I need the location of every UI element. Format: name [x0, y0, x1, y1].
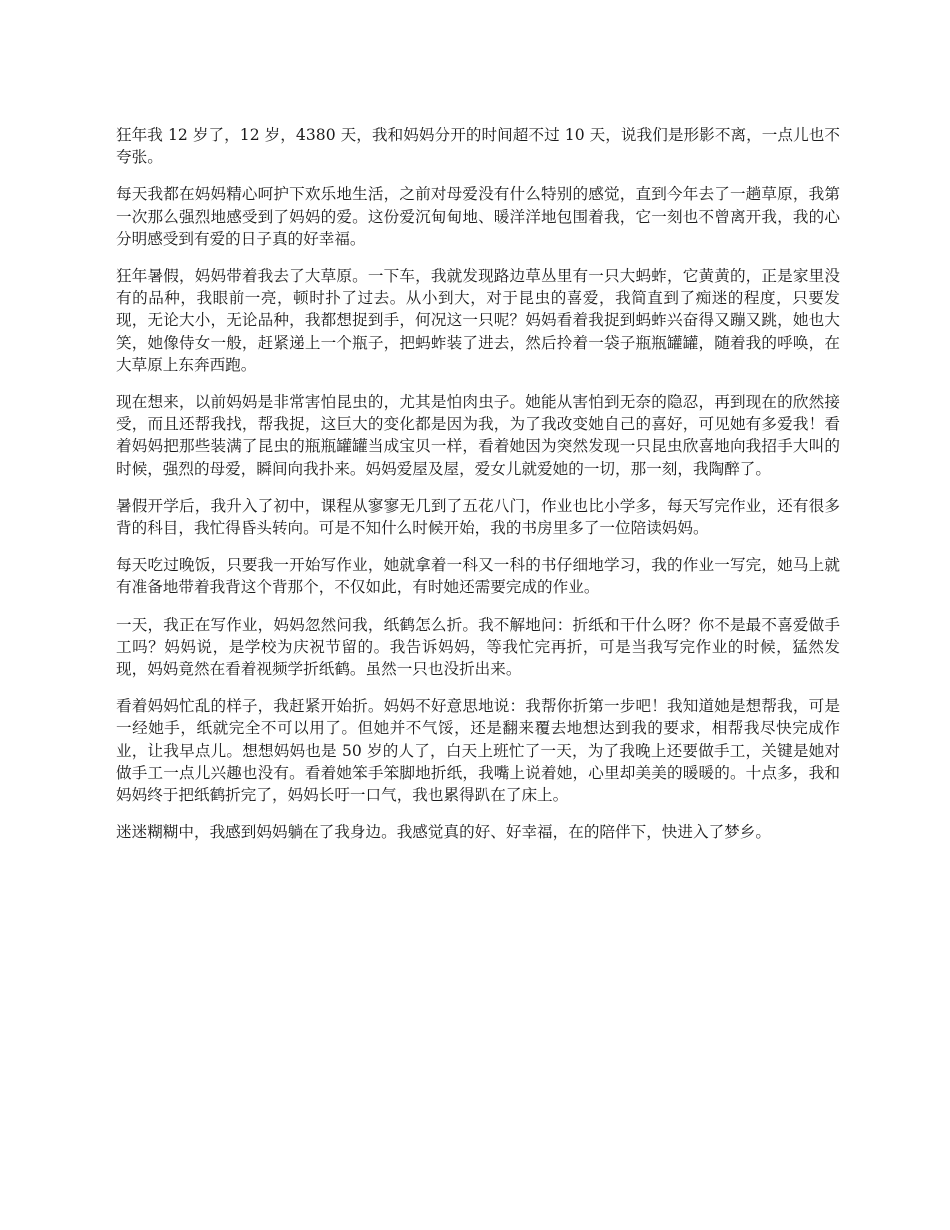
paragraph-5: 暑假开学后，我升入了初中，课程从寥寥无几到了五花八门，作业也比小学多，每天写完作业，还有很多背的科目，我忙得昏头转向。可是不知什么时候开始，我的书房里多了一位陪读妈妈。	[116, 496, 840, 538]
paragraph-1: 狂年我 12 岁了，12 岁，4380 天，我和妈妈分开的时间超不过 10 天，说我们是形影不离，一点儿也不夸张。	[116, 126, 840, 167]
paragraph-7: 一天，我正在写作业，妈妈忽然问我，纸鹤怎么折。我不解地问：折纸和干什么呀？你不是最不喜爱做手工吗？妈妈说，是学校为庆祝节留的。我告诉妈妈，等我忙完再折，可是当我写完作业的时候，猛然发现，妈妈竟然在看着视频学折纸鹤。虽然一只也没折出来。	[116, 615, 840, 679]
paragraph-8: 看着妈妈忙乱的样子，我赶紧开始折。妈妈不好意思地说：我帮你折第一步吧！我知道她是想帮我，可是一经她手，纸就完全不可以用了。但她并不气馁，还是翻来覆去地想达到我的要求，相帮我尽快完成作业，让我早点儿。想想妈妈也是 50 岁的人了，白天上班忙了一天，为了我晚上还要做手工，关键是她对做手工一点儿兴趣也没有。看着她笨手笨脚地折纸，我嘴上说着她，心里却美美的暖暖的。十点多，我和妈妈终于把纸鹤折完了，妈妈长吁一口气，我也累得趴在了床上。	[116, 697, 840, 805]
paragraph-6: 每天吃过晚饭，只要我一开始写作业，她就拿着一科又一科的书仔细地学习，我的作业一写完，她马上就有准备地带着我背这个背那个，不仅如此，有时她还需要完成的作业。	[116, 556, 840, 597]
paragraph-4: 现在想来，以前妈妈是非常害怕昆虫的，尤其是怕肉虫子。她能从害怕到无奈的隐忍，再到现在的欣然接受，而且还帮我找，帮我捉，这巨大的变化都是因为我，为了我改变她自己的喜好，可见她有多爱我！看着妈妈把那些装满了昆虫的瓶瓶罐罐当成宝贝一样，看着她因为突然发现一只昆虫欣喜地向我招手大叫的时候，强烈的母爱，瞬间向我扑来。妈妈爱屋及屋，爱女儿就爱她的一切，那一刻，我陶醉了。	[116, 393, 840, 478]
paragraph-2: 每天我都在妈妈精心呵护下欢乐地生活，之前对母爱没有什么特别的感觉，直到今年去了一趟草原，我第一次那么强烈地感受到了妈妈的爱。这份爱沉甸甸地、暖洋洋地包围着我，它一刻也不曾离开我，我的心分明感受到有爱的日子真的好幸福。	[116, 185, 840, 248]
paragraph-3: 狂年暑假，妈妈带着我去了大草原。一下车，我就发现路边草丛里有一只大蚂蚱，它黄黄的，正是家里没有的品种，我眼前一亮，顿时扑了过去。从小到大，对于昆虫的喜爱，我简直到了痴迷的程度，只要发现，无论大小，无论品种，我都想捉到手，何况这一只呢？妈妈看着我捉到蚂蚱兴奋得又蹦又跳，她也大笑，她像侍女一般，赶紧递上一个瓶子，把蚂蚱装了进去，然后拎着一袋子瓶瓶罐罐，随着我的呼唤，在大草原上东奔西跑。	[116, 267, 840, 374]
document-body	[116, 124, 840, 858]
paragraph-9: 迷迷糊糊中，我感到妈妈躺在了我身边。我感觉真的好、好幸福，在的陪伴下，快进入了梦乡。	[116, 823, 771, 842]
